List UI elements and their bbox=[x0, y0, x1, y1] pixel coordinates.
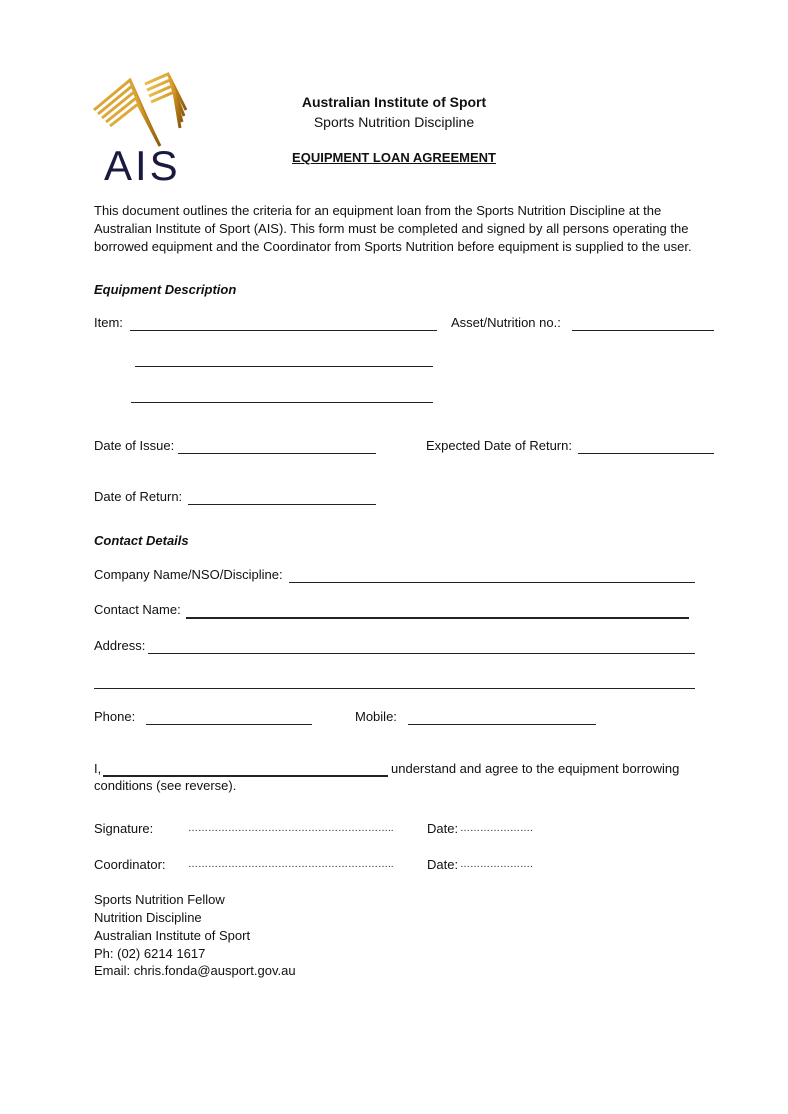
coordinator-date-label: Date: bbox=[427, 857, 459, 872]
contact-heading: Contact Details bbox=[94, 533, 189, 548]
signature-date-field[interactable]: …………………. bbox=[460, 823, 533, 834]
signature-field[interactable]: …………………………………………………….. bbox=[188, 823, 394, 834]
phone-field[interactable] bbox=[146, 724, 312, 725]
footer-phone: Ph: (02) 6214 1617 bbox=[94, 946, 206, 961]
company-label: Company Name/NSO/Discipline: bbox=[94, 567, 283, 582]
signature-label: Signature: bbox=[94, 821, 154, 836]
contact-name-field[interactable] bbox=[186, 617, 689, 619]
footer-email: Email: chris.fonda@ausport.gov.au bbox=[94, 963, 296, 978]
footer-title: Sports Nutrition Fellow bbox=[94, 892, 225, 907]
mobile-label: Mobile: bbox=[355, 709, 397, 724]
date-issue-field[interactable] bbox=[178, 453, 376, 454]
date-issue-label: Date of Issue: bbox=[94, 438, 175, 453]
date-return-field[interactable] bbox=[188, 504, 376, 505]
coordinator-date-field[interactable]: …………………. bbox=[460, 859, 533, 870]
coordinator-field[interactable]: …………………………………………………….. bbox=[188, 859, 394, 870]
item-field[interactable] bbox=[130, 330, 437, 331]
date-return-label: Date of Return: bbox=[94, 489, 183, 504]
expected-return-label: Expected Date of Return: bbox=[426, 438, 572, 453]
address-field[interactable] bbox=[148, 653, 695, 654]
ais-logo bbox=[90, 70, 190, 188]
expected-return-field[interactable] bbox=[578, 453, 714, 454]
item-label: Item: bbox=[94, 315, 123, 330]
ais-logo-text: AIS bbox=[104, 142, 181, 189]
footer-org: Australian Institute of Sport bbox=[94, 928, 251, 943]
agreement-suffix: understand and agree to the equipment borrowing bbox=[391, 761, 680, 776]
phone-label: Phone: bbox=[94, 709, 136, 724]
asset-label: Asset/Nutrition no.: bbox=[451, 315, 561, 330]
coordinator-label: Coordinator: bbox=[94, 857, 166, 872]
asset-field[interactable] bbox=[572, 330, 714, 331]
contact-name-label: Contact Name: bbox=[94, 602, 181, 617]
equipment-heading: Equipment Description bbox=[94, 282, 237, 297]
company-field[interactable] bbox=[289, 582, 695, 583]
intro-paragraph: This document outlines the criteria for an equipment loan from the Sports Nutrition Discipline at the Australian Institute of Sport (AIS). This form must be completed and signed by all persons operating the borrowed equipment and the Coordinator from Sports Nutrition before equipment is supplied to the user. bbox=[94, 203, 692, 254]
agreement-line-2: conditions (see reverse). bbox=[94, 778, 237, 793]
address-field-line-2[interactable] bbox=[94, 688, 695, 689]
org-name: Australian Institute of Sport bbox=[301, 94, 487, 110]
agreement-prefix: I, bbox=[94, 761, 102, 776]
item-field-line-3[interactable] bbox=[131, 402, 433, 403]
discipline-name: Sports Nutrition Discipline bbox=[313, 114, 475, 130]
ais-ribbon-graphic bbox=[90, 70, 190, 150]
address-label: Address: bbox=[94, 638, 146, 653]
item-field-line-2[interactable] bbox=[135, 366, 433, 367]
footer-discipline: Nutrition Discipline bbox=[94, 910, 202, 925]
mobile-field[interactable] bbox=[408, 724, 596, 725]
signature-date-label: Date: bbox=[427, 821, 459, 836]
form-title: EQUIPMENT LOAN AGREEMENT bbox=[292, 150, 496, 165]
